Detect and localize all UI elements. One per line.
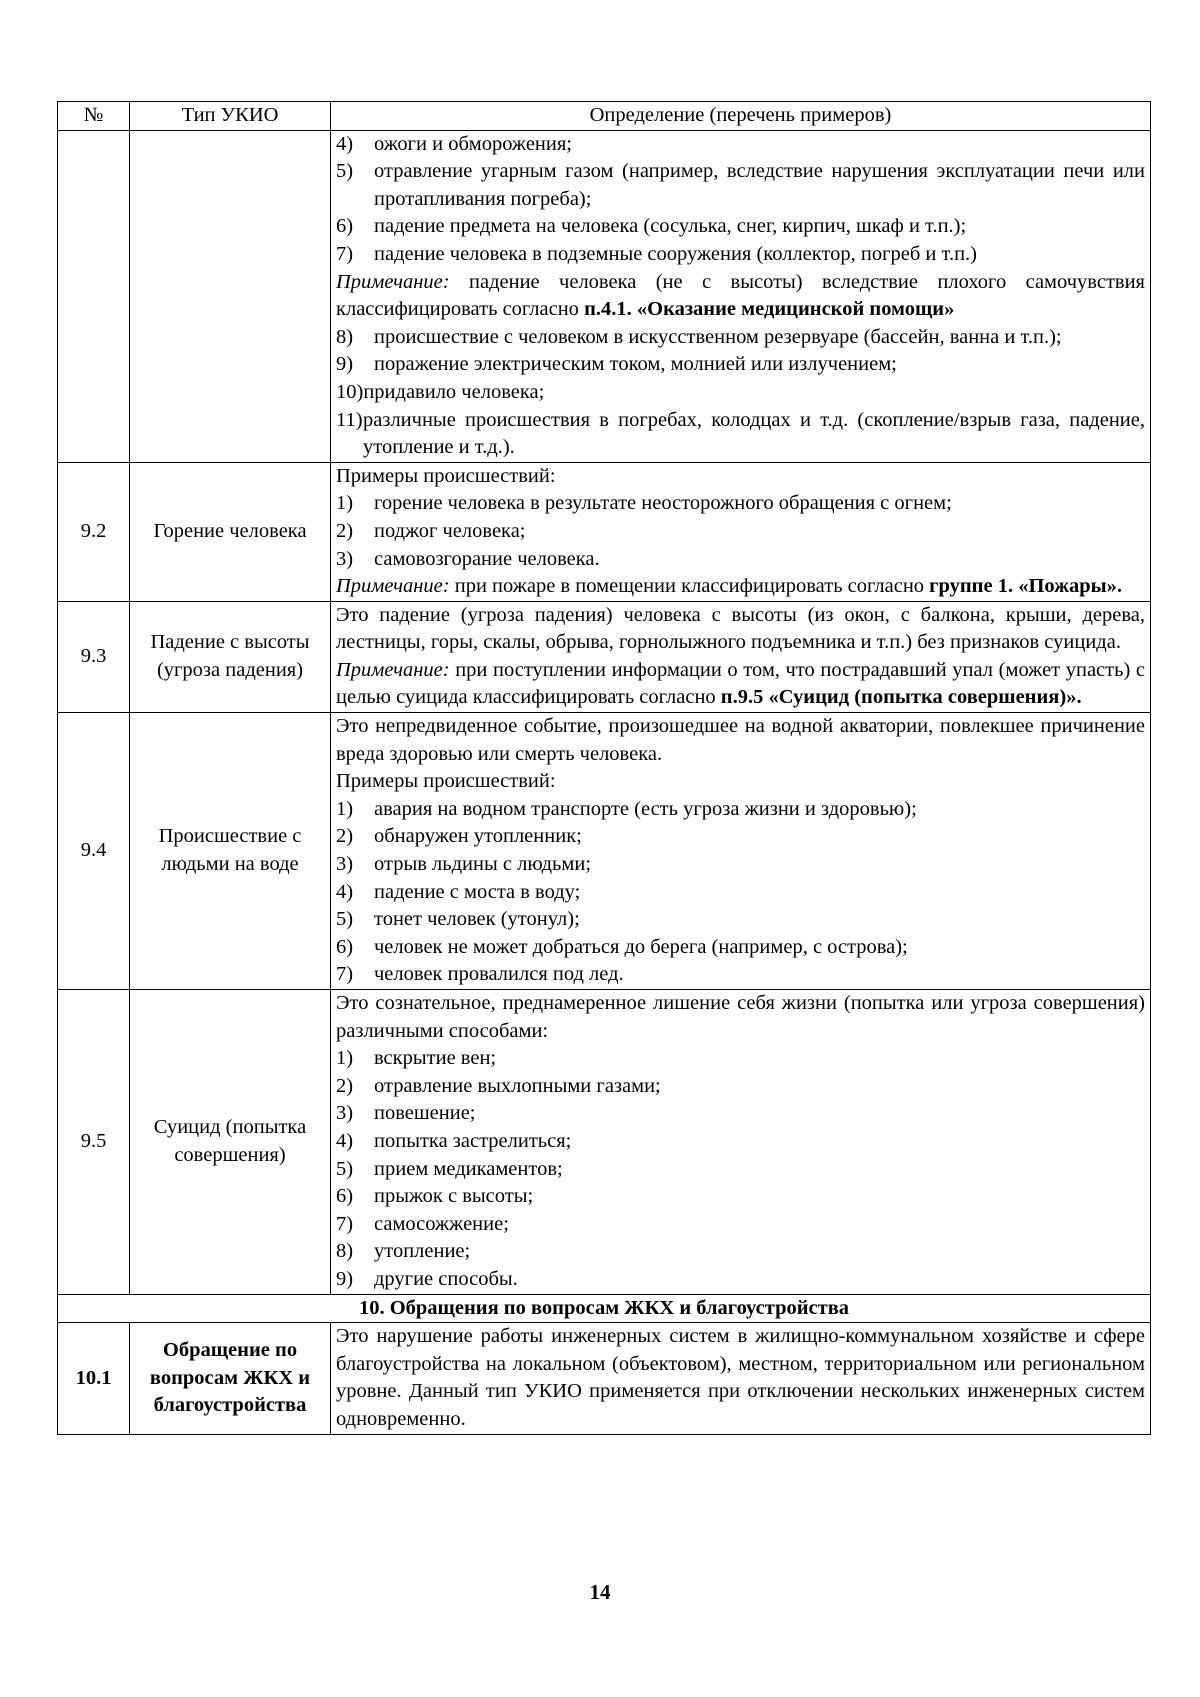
list-item: 5) отравление угарным газом (например, вследствие нарушения эксплуатации печи или протапливания погреба);	[336, 160, 1145, 210]
table-row	[58, 462, 1151, 601]
list-item: 2) обнаружен утопленник;	[336, 825, 582, 848]
table-row	[58, 1323, 1151, 1434]
list-item: 9) поражение электрическим током, молнией или излучением;	[336, 353, 897, 376]
list-item: 11) различные происшествия в погребах, колодцах и т.д. (скопление/взрыв газа, падение, утопление и т.д.).	[336, 408, 1145, 459]
row-definition-cell	[331, 130, 1151, 462]
section-title: 10. Обращения по вопросам ЖКХ и благоустройства	[58, 1294, 1151, 1323]
row-num: 9.4	[58, 713, 130, 990]
definition-text: Это нарушение работы инженерных систем в жилищно-коммунальном хозяйстве и сфере благоустройства на локальном (объектовом), местном, территориальном или региональном уровне. Данный тип УКИО применяется при отключении нескольких инженерных систем одновременно.	[336, 1325, 1145, 1430]
row-num: 9.3	[58, 601, 130, 712]
table-row	[58, 990, 1151, 1295]
row-definition-cell	[331, 990, 1151, 1295]
list-item: 8) происшествие с человеком в искусственном резервуаре (бассейн, ванна и т.п.);	[336, 325, 1062, 348]
row-num: 9.2	[58, 462, 130, 601]
table-row	[58, 601, 1151, 712]
table-header-row	[58, 102, 1151, 131]
definition-text: Это падение (угроза падения) человека с высоты (из окон, с балкона, крыши, дерева, лестницы, горы, скалы, обрыва, горнолыжного подъемника и т.п.) без признаков суицида.	[336, 603, 1145, 654]
row-type: Суицид (попытка совершения)	[130, 990, 331, 1295]
list-item: 5) тонет человек (утонул);	[336, 908, 580, 931]
list-item: 3) повешение;	[336, 1102, 476, 1125]
section-row	[58, 1294, 1151, 1323]
list-item: 3) самовозгорание человека.	[336, 547, 600, 570]
definition-text: Это непредвиденное событие, произошедшее на водной акватории, повлекшее причинение вреда здоровью или смерть человека.	[336, 715, 1145, 765]
row-definition-cell	[331, 601, 1151, 712]
list-item: 6) прыжок с высоты;	[336, 1185, 534, 1208]
classification-table	[57, 101, 1151, 1435]
row-type: Обращение по вопросам ЖКХ и благоустройства	[130, 1323, 331, 1434]
row-num: 10.1	[58, 1323, 130, 1434]
row-type-cell	[130, 130, 331, 462]
list-item: 7) падение человека в подземные сооружения (коллектор, погреб и т.п.)	[336, 242, 977, 265]
list-item: 8) утопление;	[336, 1240, 471, 1263]
list-item: 6) падение предмета на человека (сосулька, снег, кирпич, шкаф и т.п.);	[336, 215, 967, 238]
row-type: Горение человека	[130, 462, 331, 601]
list-item: 4) падение с моста в воду;	[336, 880, 581, 903]
row-num: 9.5	[58, 990, 130, 1295]
header-definition: Определение (перечень примеров)	[331, 102, 1151, 131]
list-item: 7) человек провалился под лед.	[336, 963, 624, 986]
list-item: 2) поджог человека;	[336, 519, 526, 542]
header-num: №	[58, 102, 130, 131]
list-item: 4) попытка застрелиться;	[336, 1129, 572, 1152]
row-definition-cell	[331, 462, 1151, 601]
row-type: Падение с высоты (угроза падения)	[130, 601, 331, 712]
definition-text: Это сознательное, преднамеренное лишение себя жизни (попытка или угроза совершения) различными способами:	[336, 992, 1145, 1042]
header-type: Тип УКИО	[130, 102, 331, 131]
list-item: 2) отравление выхлопными газами;	[336, 1074, 661, 1097]
note: Примечание: при пожаре в помещении классифицировать согласно группе 1. «Пожары».	[336, 575, 1123, 598]
row-type: Происшествие с людьми на воде	[130, 713, 331, 990]
list-item: 1) вскрытие вен;	[336, 1047, 497, 1070]
page-number: 14	[589, 1580, 611, 1604]
table-row	[58, 713, 1151, 990]
list-intro: Примеры происшествий:	[336, 770, 556, 793]
list-item: 1) авария на водном транспорте (есть угроза жизни и здоровью);	[336, 797, 917, 820]
list-item: 9) другие способы.	[336, 1267, 518, 1290]
table-row	[58, 130, 1151, 462]
list-item: 4) ожоги и обморожения;	[336, 132, 572, 155]
list-item: 6) человек не может добраться до берега (например, с острова);	[336, 935, 908, 958]
row-definition-cell	[331, 1323, 1151, 1434]
list-item: 7) самосожжение;	[336, 1212, 509, 1235]
row-definition-cell	[331, 713, 1151, 990]
list-item: 5) прием медикаментов;	[336, 1157, 563, 1180]
row-num-cell	[58, 130, 130, 462]
note: Примечание: падение человека (не с высоты) вследствие плохого самочувствия классифицировать согласно п.4.1. «Оказание медицинской помощи»	[336, 270, 1145, 321]
list-item: 3) отрыв льдины с людьми;	[336, 853, 592, 876]
note: Примечание: при поступлении информации о том, что пострадавший упал (может упасть) с целью суицида классифицировать согласно п.9.5 «Суицид (попытка совершения)».	[336, 658, 1145, 709]
list-item: 1) горение человека в результате неосторожного обращения с огнем;	[336, 492, 952, 515]
list-intro: Примеры происшествий:	[336, 464, 556, 487]
list-item: 10) придавило человека;	[336, 380, 545, 403]
